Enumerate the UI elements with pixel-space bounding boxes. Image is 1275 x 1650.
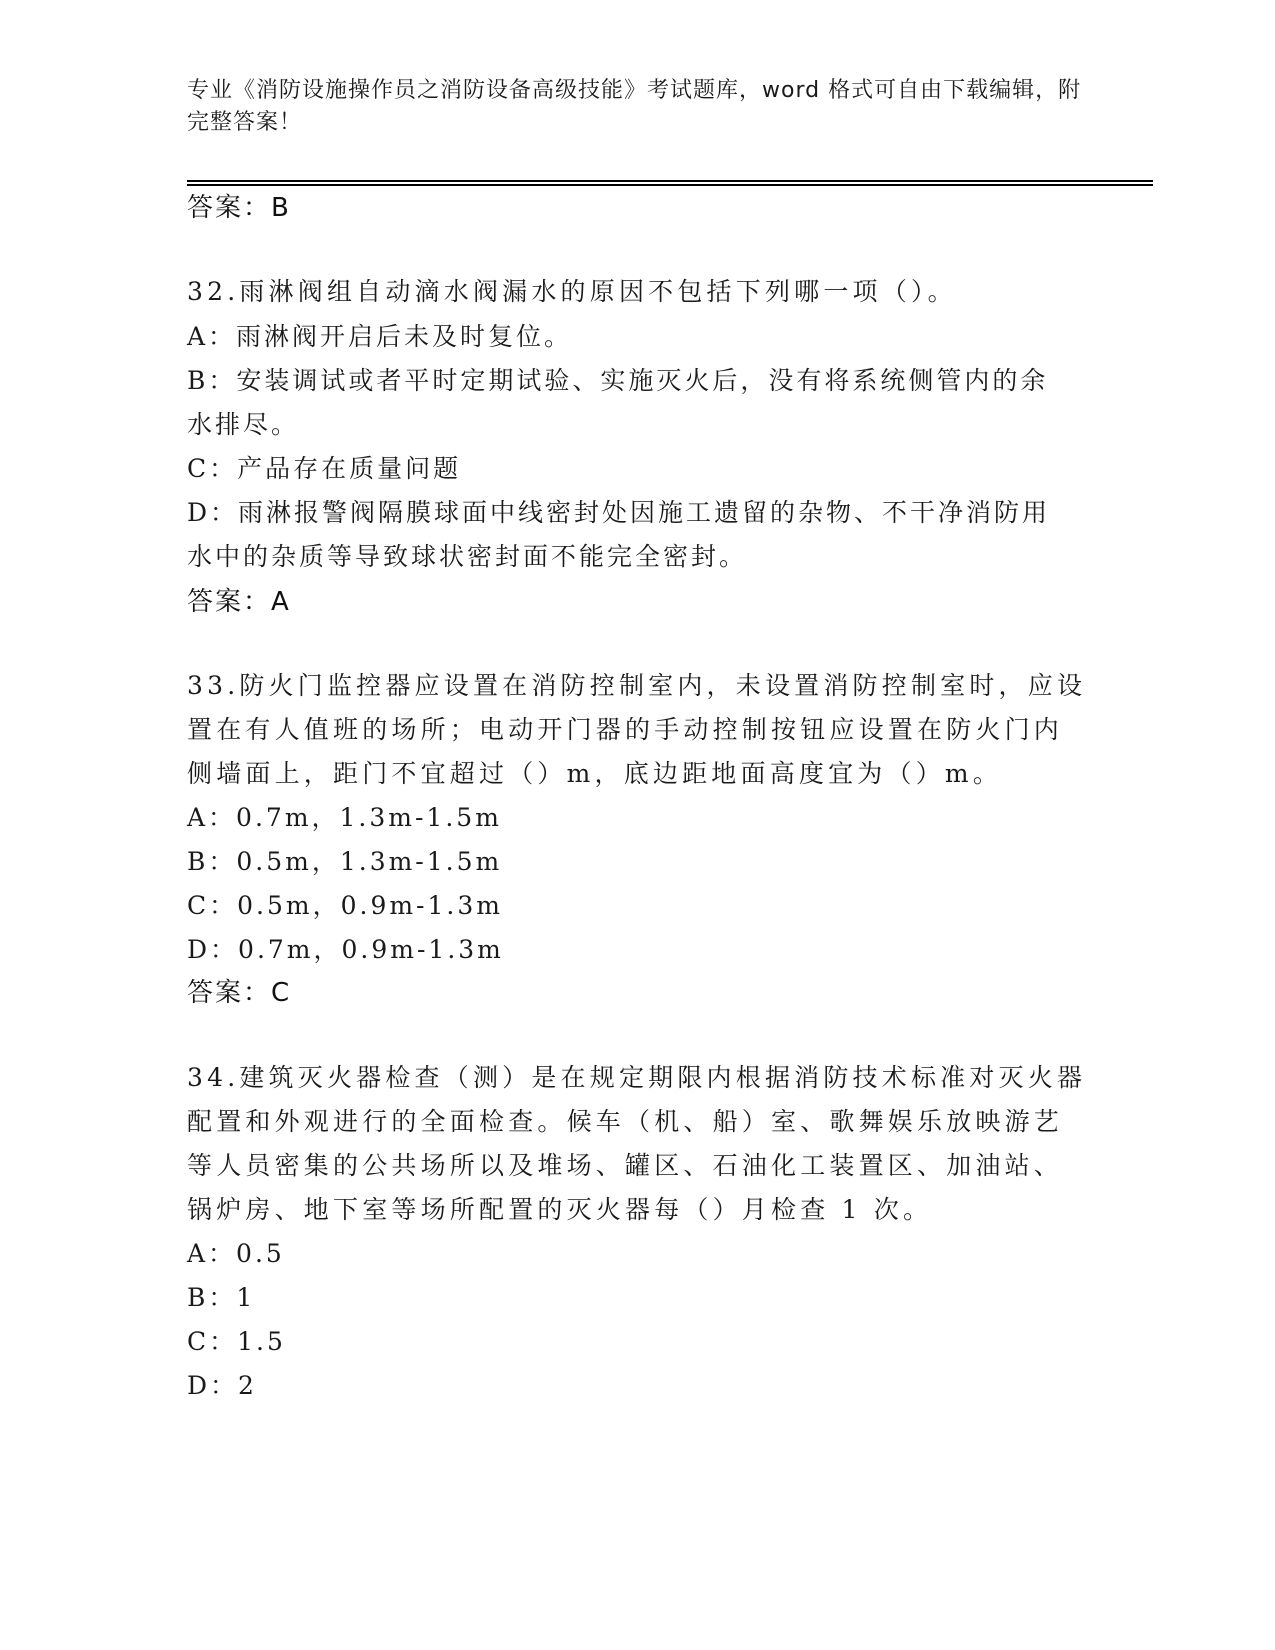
question-32-option-b-line-1: B：安装调试或者平时定期试验、实施灭火后，没有将系统侧管内的余 — [187, 366, 1049, 395]
question-34-option-d: D：2 — [187, 1371, 257, 1400]
question-32-option-c: C：产品存在质量问题 — [187, 454, 462, 483]
question-33-option-c: C：0.5m，0.9m-1.3m — [187, 891, 503, 920]
header-rule-top — [187, 180, 1153, 182]
header-rule-bottom — [187, 184, 1153, 186]
question-34-line-4: 锅炉房、地下室等场所配置的灭火器每（）月检查 1 次。 — [187, 1195, 933, 1224]
question-32-option-a: A：雨淋阀开启后未及时复位。 — [187, 322, 573, 351]
question-32-answer: 答案：A — [187, 587, 291, 617]
question-33-line-1: 33.防火门监控器应设置在消防控制室内，未设置消防控制室时，应设 — [187, 671, 1087, 700]
question-32-line-1: 32.雨淋阀组自动滴水阀漏水的原因不包括下列哪一项（）。 — [187, 277, 957, 306]
question-34-line-3: 等人员密集的公共场所以及堆场、罐区、石油化工装置区、加油站、 — [187, 1151, 1064, 1180]
question-33-option-d: D：0.7m，0.9m-1.3m — [187, 935, 504, 964]
page-header: 专业《消防设施操作员之消防设备高级技能》考试题库，word 格式可自由下载编辑，附完整答案！ — [187, 78, 1082, 135]
question-34-option-b: B：1 — [187, 1283, 256, 1312]
question-34-line-2: 配置和外观进行的全面检查。候车（机、船）室、歌舞娱乐放映游艺 — [187, 1107, 1064, 1136]
answer-prev: 答案：B — [187, 193, 291, 223]
question-33-option-a: A：0.7m，1.3m-1.5m — [187, 803, 502, 832]
question-33-line-3: 侧墙面上，距门不宜超过（）m，底边距地面高度宜为（）m。 — [187, 759, 1003, 788]
question-33-answer: 答案：C — [187, 978, 292, 1008]
question-34-option-a: A：0.5 — [187, 1239, 285, 1268]
question-32-option-d-line-2: 水中的杂质等导致球状密封面不能完全密封。 — [187, 542, 748, 571]
question-34-line-1: 34.建筑灭火器检查（测）是在规定期限内根据消防技术标准对灭火器 — [187, 1063, 1087, 1092]
question-33-line-2: 置在有人值班的场所；电动开门器的手动控制按钮应设置在防火门内 — [187, 715, 1064, 744]
question-33-option-b: B：0.5m，1.3m-1.5m — [187, 847, 503, 876]
question-32-option-b-line-2: 水排尽。 — [187, 410, 300, 439]
question-32-option-d-line-1: D：雨淋报警阀隔膜球面中线密封处因施工遗留的杂物、不干净消防用 — [187, 498, 1051, 527]
question-34-option-c: C：1.5 — [187, 1327, 286, 1356]
